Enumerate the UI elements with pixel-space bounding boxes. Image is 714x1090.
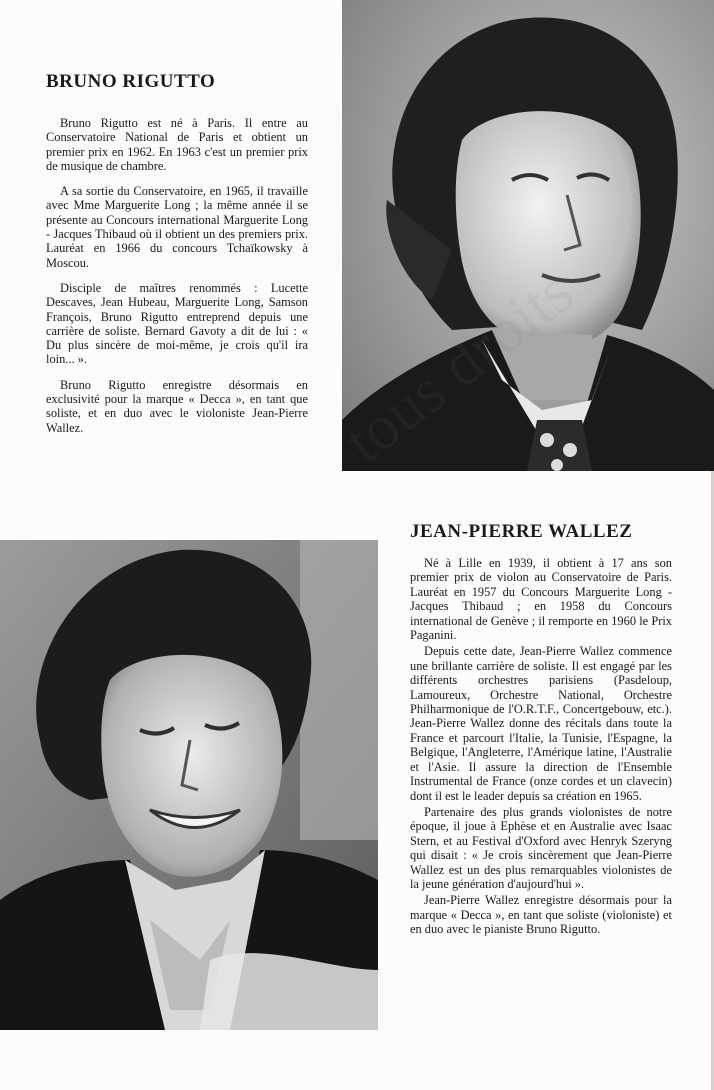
bruno-paragraph-2: A sa sortie du Conservatoire, en 1965, il travaille avec Mme Marguerite Long ; la même année il se présente au Concours international Marguerite Long - Jacques Thibaud où il obtient un des premiers prix. Lauréat en 1966 du concours Tchaïkowsky à Moscou.	[46, 184, 308, 270]
wallez-paragraph-3: Partenaire des plus grands violonistes de notre époque, il joue à Ephèse et en Australie avec Isaac Stern, et au Festival d'Oxford avec Henryk Szeryng qui disait : « Je crois sincèrement que Jean-Pierre Wallez est un des plus remarquables violonistes de la jeune génération d'aujourd'hui ».	[410, 804, 672, 891]
bio-bruno-rigutto	[46, 70, 308, 446]
wallez-heading: JEAN-PIERRE WALLEZ	[410, 521, 633, 542]
portrait-bruno-rigutto	[342, 0, 714, 471]
bruno-paragraph-1: Bruno Rigutto est né à Paris. Il entre au Conservatoire National de Paris et obtient un premier prix en 1962. En 1963 c'est un premier prix de musique de chambre.	[46, 116, 308, 173]
wallez-paragraph-2: Depuis cette date, Jean-Pierre Wallez commence une brillante carrière de soliste. Il est engagé par les différents orchestres parisiens (Pasdeloup, Lamoureux, Orchestre National, Orchestre Philharmonique de l'O.R.T.F., Concertgebouw, etc.). Jean-Pierre Wallez donne des récitals dans toute la France et parcourt l'Italie, la Tunisie, l'Espagne, la Belgique, l'Angleterre, l'Amérique latine, l'Australie et l'Asie. Il assure la direction de l'Ensemble Instrumental de France (onze cordes et un clavecin) dont il est le leader depuis sa création en 1965.	[410, 644, 672, 803]
wallez-paragraph-1: Né à Lille en 1939, il obtient à 17 ans son premier prix de violon au Conservatoire de Paris. Lauréat en 1957 du Concours Marguerite Long - Jacques Thibaud ; en 1958 du Concours international de Genève ; il remporte en 1960 le Prix Paganini.	[410, 556, 672, 643]
bruno-paragraph-3: Disciple de maîtres renommés : Lucette Descaves, Jean Hubeau, Marguerite Long, Samson François, Bruno Rigutto entreprend depuis une carrière de soliste. Bernard Gavoty a dit de lui : « Du plus sincère de moi-même, je crois qu'il ira loin... ».	[46, 280, 308, 367]
bio-jean-pierre-wallez	[410, 520, 672, 939]
bruno-paragraph-4: Bruno Rigutto enregistre désormais en exclusivité pour la marque « Decca », en tant que soliste, et en duo avec le violoniste Jean-Pierre Wallez.	[46, 377, 308, 435]
wallez-paragraph-4: Jean-Pierre Wallez enregistre désormais pour la marque « Decca », en tant que soliste (violoniste) et en duo avec le pianiste Bruno Rigutto.	[410, 893, 672, 937]
portrait-jean-pierre-wallez	[0, 540, 378, 1030]
bruno-heading: BRUNO RIGUTTO	[46, 71, 216, 92]
